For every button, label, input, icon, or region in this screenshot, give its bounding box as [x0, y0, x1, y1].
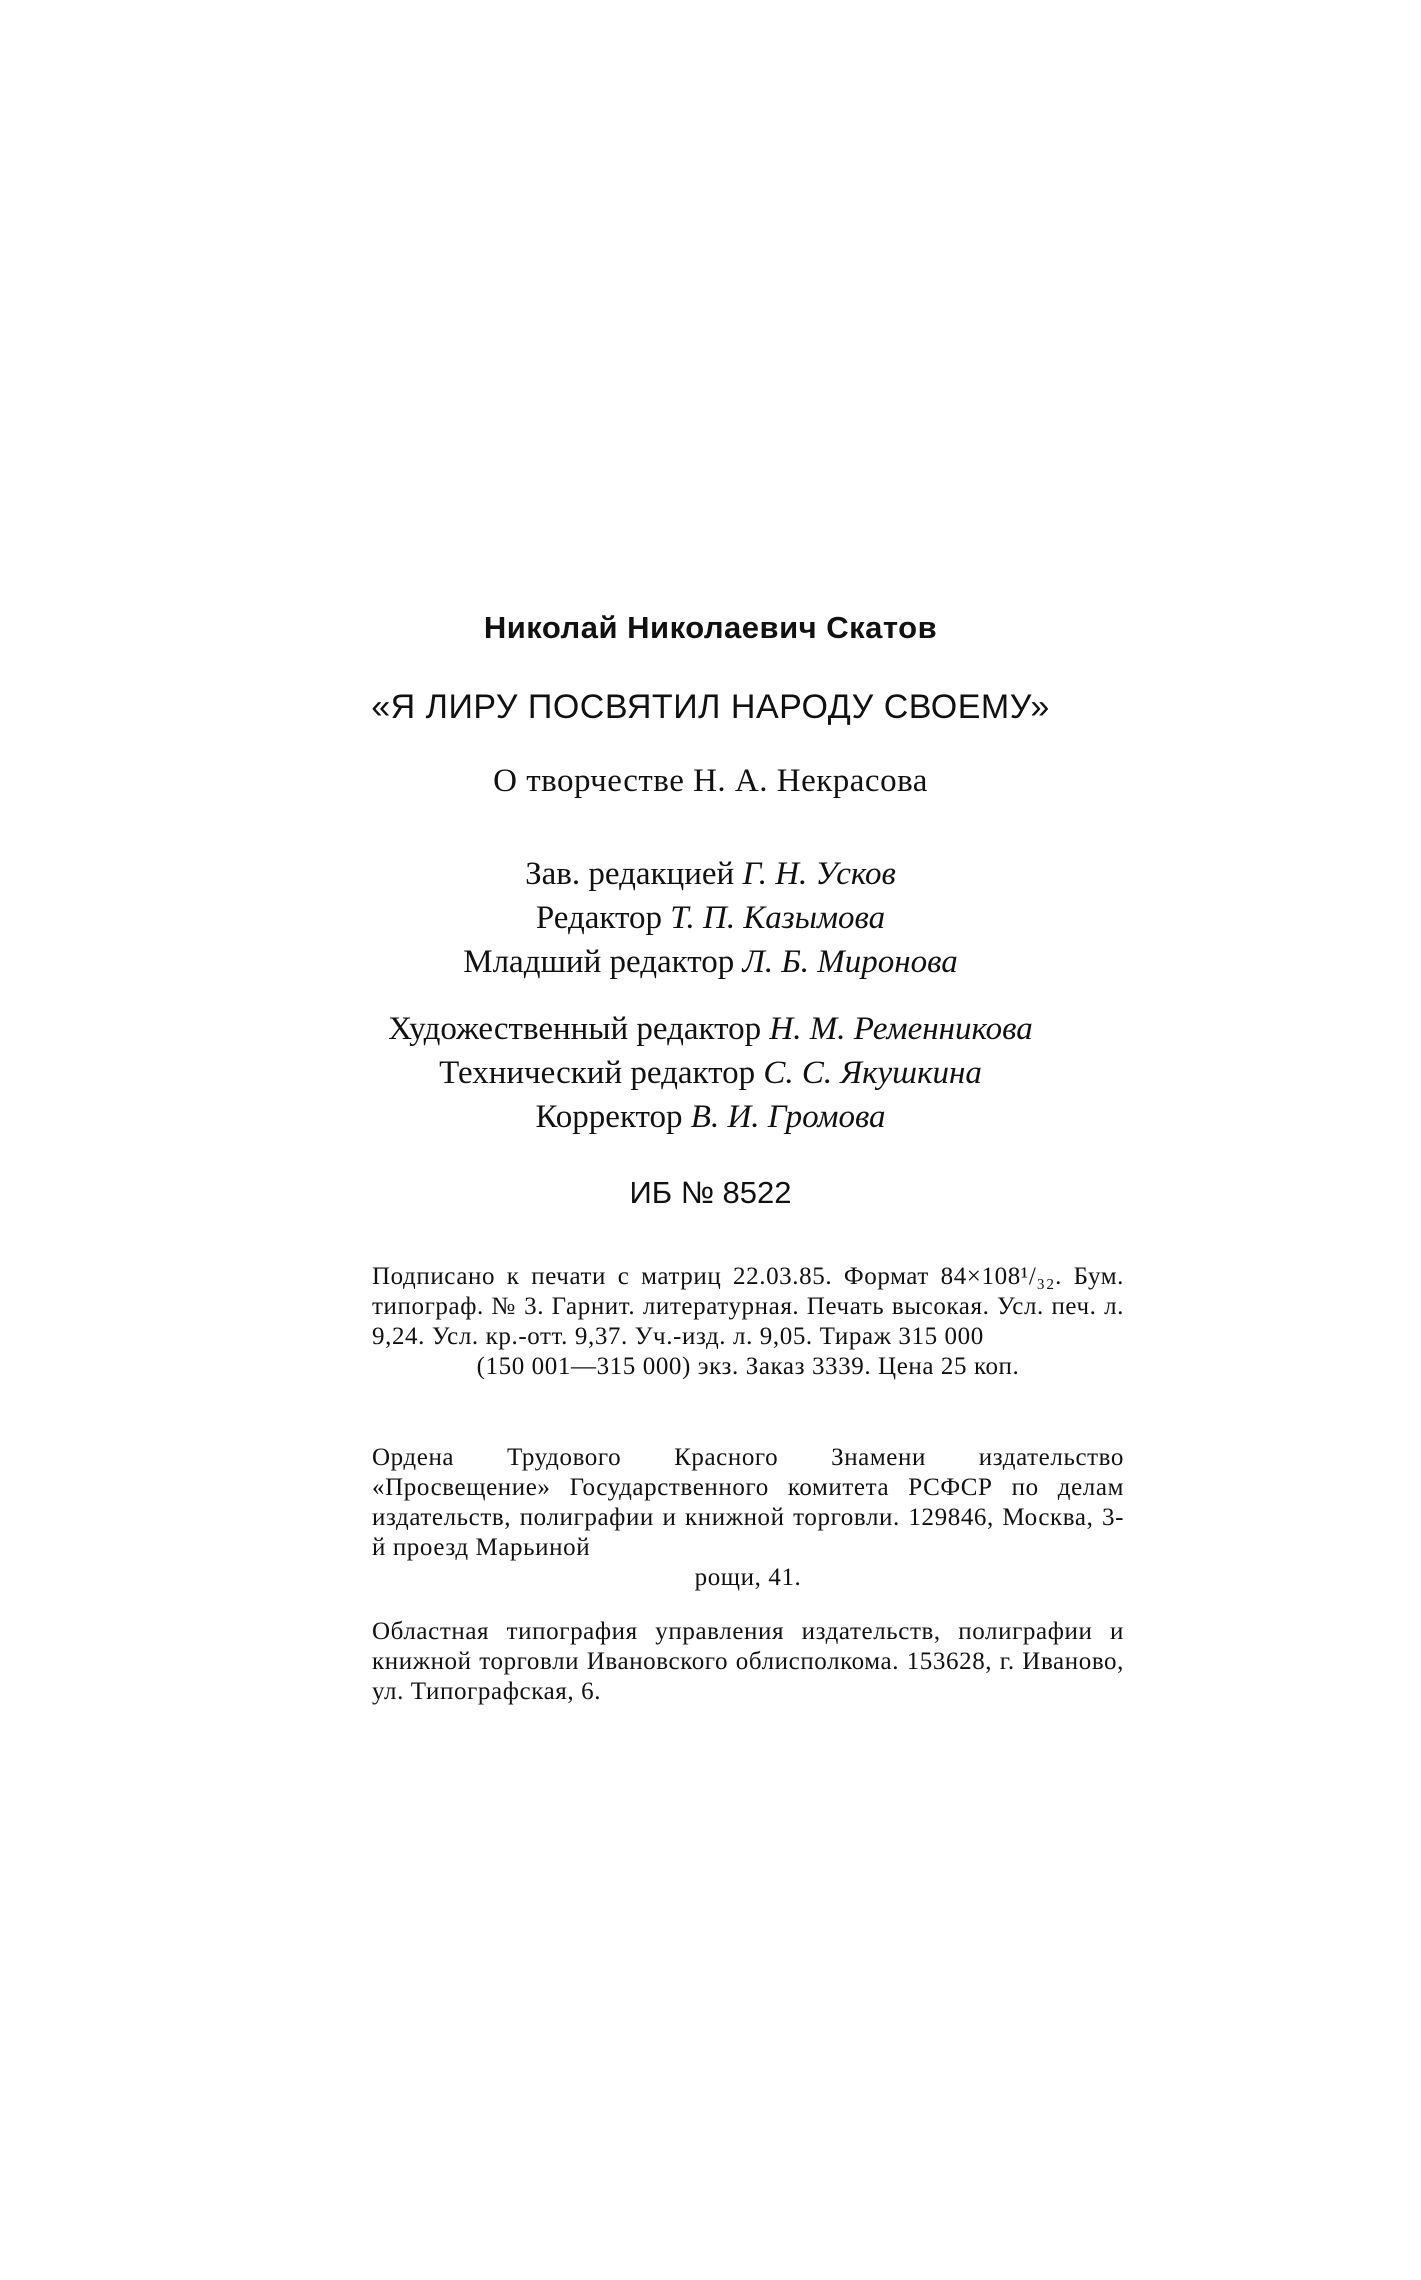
credit-role: Корректор: [535, 1099, 683, 1135]
print-info-paragraph: [372, 1262, 1124, 1382]
book-author: Николай Николаевич Скатов: [483, 610, 938, 645]
print-info-last-line: (150 001—315 000) экз. Заказ 3339. Цена 25 коп.: [476, 1353, 1020, 1380]
credit-role: Зав. редакцией: [525, 856, 735, 892]
book-title: «Я ЛИРУ ПОСВЯТИЛ НАРОДУ СВОЕМУ»: [371, 688, 1050, 726]
credit-line: [0, 852, 1421, 896]
credit-role: Художественный редактор: [388, 1011, 762, 1047]
credit-role: Редактор: [535, 900, 662, 936]
print-info-text: Подписано к печати с матриц 22.03.85. Формат 84×108¹/₃₂. Бум. типограф. № 3. Гарнит. литературная. Печать высокая. Усл. печ. л. 9,24. Усл. кр.-отт. 9,37. Уч.-изд. л. 9,05. Тираж 315 000: [372, 1263, 1124, 1350]
ib-number: ИБ № 8522: [629, 1175, 792, 1210]
credit-name: Т. П. Казымова: [670, 900, 886, 936]
publisher-text: Ордена Трудового Красного Знамени издательство «Просвещение» Государственного комитета РСФСР по делам издательств, полиграфии и книжной торговли. 129846, Москва, 3-й проезд Марьиной: [372, 1444, 1124, 1561]
editors-block-2: [0, 1007, 1421, 1139]
credit-line: [0, 896, 1421, 940]
credit-line: [0, 1095, 1421, 1139]
credit-line: [0, 1051, 1421, 1095]
credit-name: С. С. Якушкина: [763, 1055, 982, 1091]
editors-block-1: [0, 852, 1421, 984]
credit-name: Н. М. Ременникова: [769, 1011, 1033, 1047]
publisher-last-line: рощи, 41.: [694, 1564, 802, 1591]
printer-paragraph: Областная типография управления издательств, полиграфии и книжной торговли Ивановского облисполкома. 153628, г. Иваново, ул. Типографская, 6.: [372, 1618, 1124, 1705]
credit-role: Технический редактор: [439, 1055, 756, 1091]
credit-role: Младший редактор: [463, 944, 735, 980]
book-subtitle: О творчестве Н. А. Некрасова: [493, 763, 928, 799]
publisher-paragraph: [372, 1443, 1124, 1593]
credit-name: Л. Б. Миронова: [742, 944, 958, 980]
credit-line: [0, 940, 1421, 984]
credit-name: Г. Н. Усков: [742, 856, 896, 892]
credit-line: [0, 1007, 1421, 1051]
credit-name: В. И. Громова: [690, 1099, 886, 1135]
